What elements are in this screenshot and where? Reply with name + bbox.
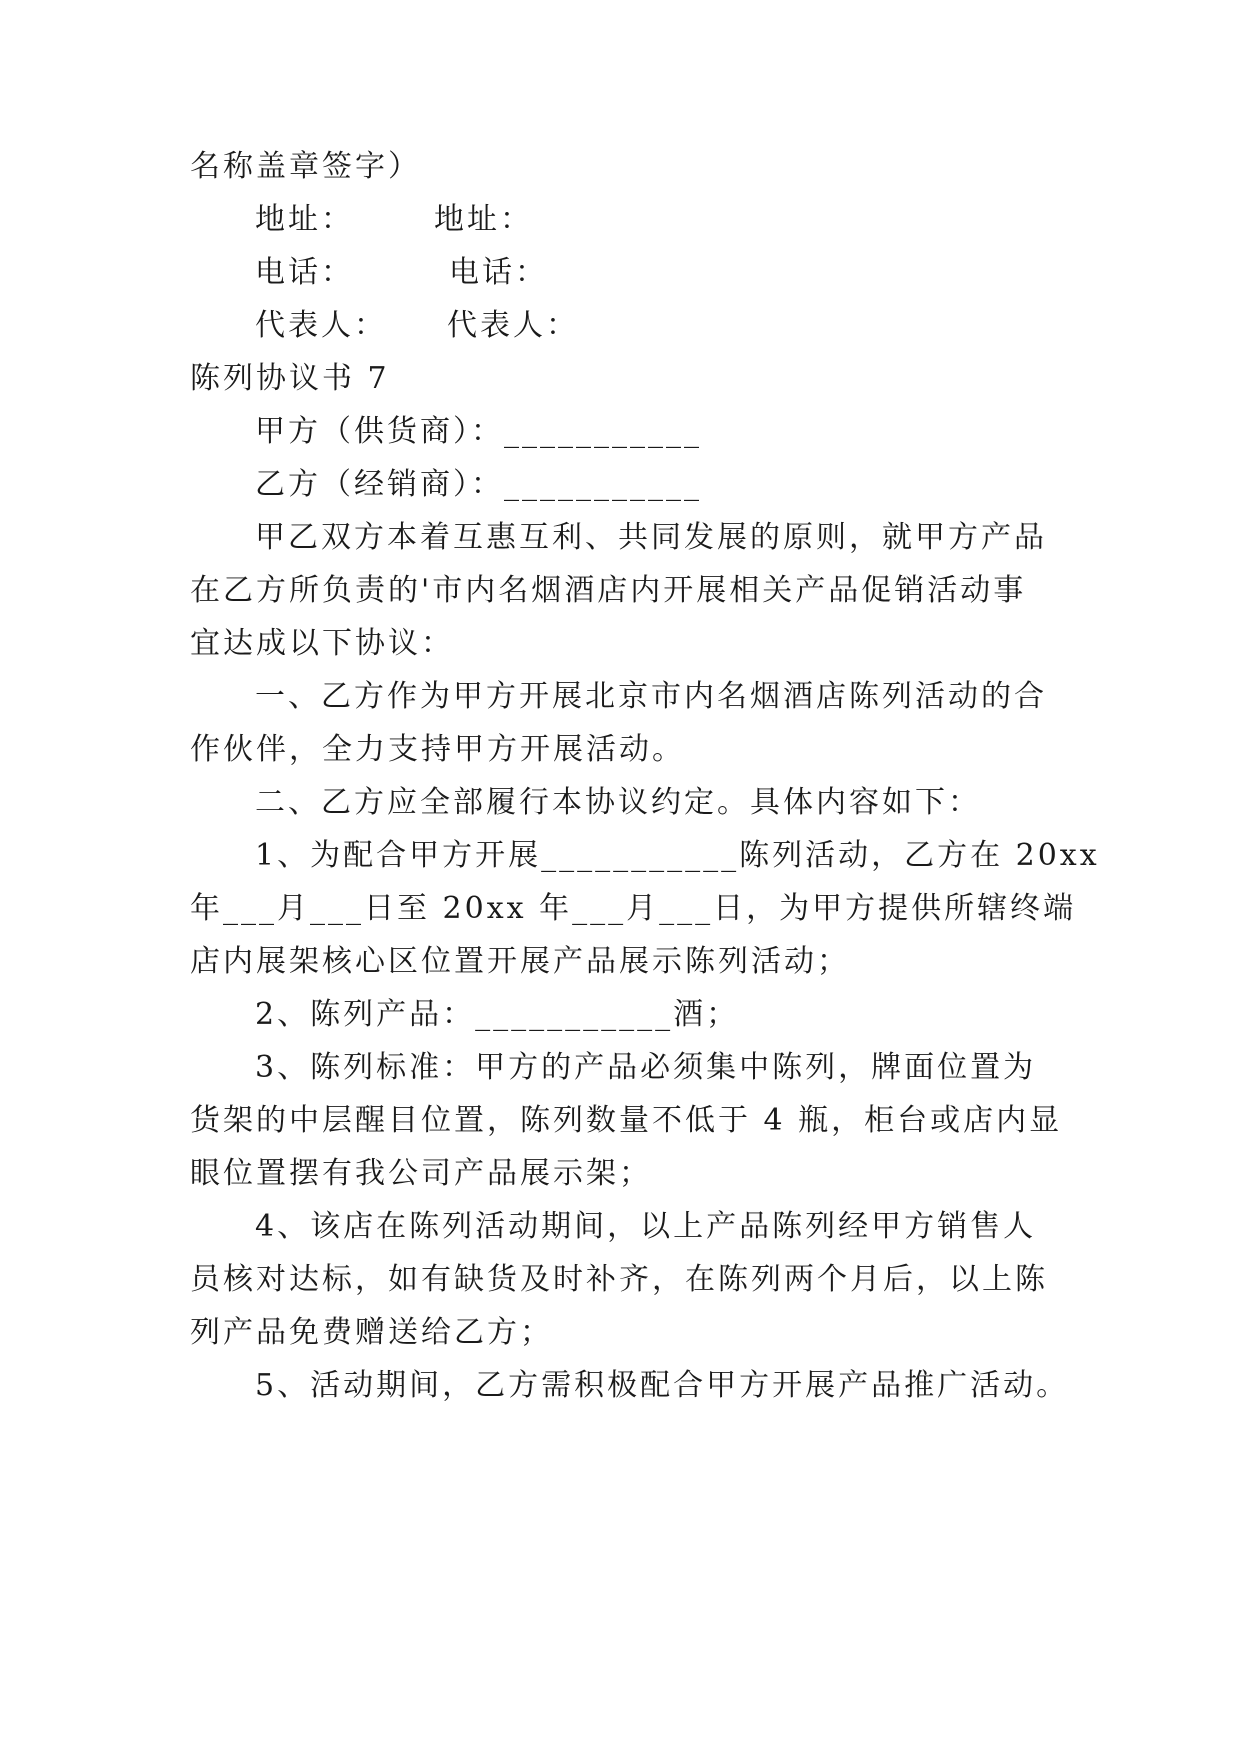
preamble-line-1: 甲乙双方本着互惠互利、共同发展的原则，就甲方产品 xyxy=(255,520,1047,555)
address-label-party-a: 地址： xyxy=(255,202,354,237)
clause-one-line-2: 作伙伴，全力支持甲方开展活动。 xyxy=(190,732,685,767)
item-4-line-1: 4、该店在陈列活动期间，以上产品陈列经甲方销售人 xyxy=(255,1209,1037,1244)
item-3-line-2: 货架的中层醒目位置，陈列数量不低于 4 瓶，柜台或店内显 xyxy=(190,1103,1063,1138)
item-4-line-2: 员核对达标，如有缺货及时补齐，在陈列两个月后，以上陈 xyxy=(190,1262,1048,1297)
item-1-line-2: 年___月___日至 20xx 年___月___日，为甲方提供所辖终端 xyxy=(190,891,1077,926)
address-label-party-b: 地址： xyxy=(434,202,533,237)
item-5-line: 5、活动期间，乙方需积极配合甲方开展产品推广活动。 xyxy=(255,1368,1070,1403)
item-1-line-3: 店内展架核心区位置开展产品展示陈列活动； xyxy=(190,944,850,979)
phone-label-party-a: 电话： xyxy=(255,255,354,290)
item-4-line-3: 列产品免费赠送给乙方； xyxy=(190,1315,553,1350)
signature-note: 名称盖章签字） xyxy=(190,149,421,184)
preamble-line-3: 宜达成以下协议： xyxy=(190,626,454,661)
phone-row xyxy=(255,253,548,293)
item-2-line: 2、陈列产品：___________酒； xyxy=(255,997,740,1032)
party-a-line: 甲方（供货商）：___________ xyxy=(255,414,702,449)
representative-label-party-a: 代表人： xyxy=(255,308,387,343)
section-title: 陈列协议书 7 xyxy=(190,361,390,396)
clause-one-line-1: 一、乙方作为甲方开展北京市内名烟酒店陈列活动的合 xyxy=(255,679,1047,714)
phone-label-party-b: 电话： xyxy=(449,255,548,290)
party-b-line: 乙方（经销商）：___________ xyxy=(255,467,702,502)
preamble-line-2: 在乙方所负责的'市内名烟酒店内开展相关产品促销活动事 xyxy=(190,573,1027,608)
item-3-line-3: 眼位置摆有我公司产品展示架； xyxy=(190,1156,652,1191)
item-1-line-1: 1、为配合甲方开展___________陈列活动，乙方在 20xx xyxy=(255,838,1100,873)
representative-label-party-b: 代表人： xyxy=(447,308,579,343)
representative-row xyxy=(255,306,579,346)
address-row xyxy=(255,200,533,240)
item-3-line-1: 3、陈列标准：甲方的产品必须集中陈列，牌面位置为 xyxy=(255,1050,1037,1085)
clause-two-line: 二、乙方应全部履行本协议约定。具体内容如下： xyxy=(255,785,981,820)
